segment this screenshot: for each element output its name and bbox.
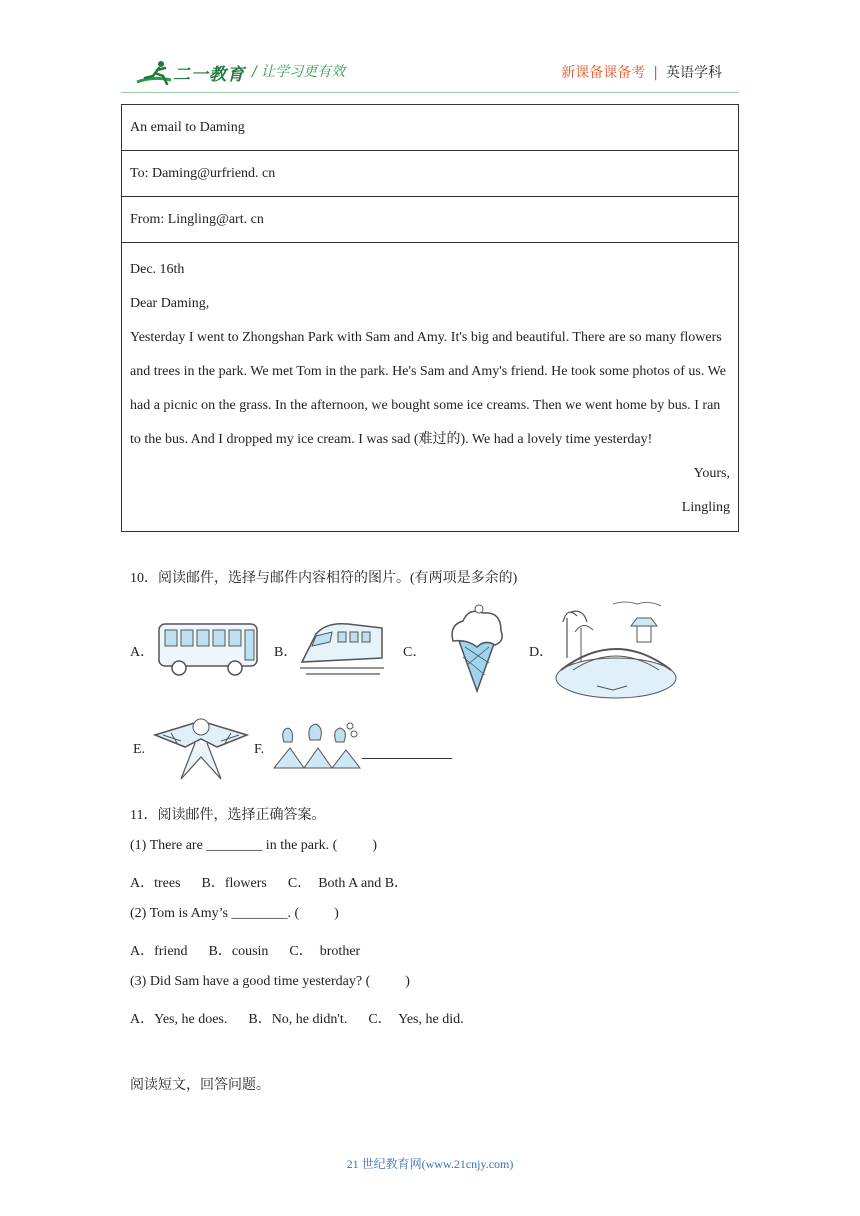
option-b-label: B． <box>274 645 298 660</box>
header-course-label: 新课备课备考 <box>561 65 646 81</box>
q10-answer-blank[interactable] <box>362 744 452 759</box>
q11-item-2-options: A．friend B．cousin C． brother <box>130 944 361 959</box>
kite-icon <box>151 713 251 783</box>
email-title: An email to Daming <box>122 105 739 151</box>
q11-stem: 11．阅读邮件，选择正确答案。 <box>130 808 326 823</box>
option-f-label: F. <box>254 742 265 757</box>
email-body-cell <box>122 243 739 532</box>
email-date: Dec. 16th <box>130 262 185 277</box>
footer-link[interactable]: 21 世纪教育网(www.21cnjy.com) <box>346 1157 514 1171</box>
flowers-icon <box>270 720 362 772</box>
train-icon <box>296 612 388 680</box>
q11-item-3-options: A．Yes, he does. B．No, he didn't. C． Yes, he did. <box>130 1012 464 1027</box>
header-separator: | <box>653 65 658 81</box>
header-right <box>561 62 722 82</box>
q11-item-3-question: (3) Did Sam have a good time yesterday? ( ) <box>130 974 410 989</box>
email-greeting: Dear Daming, <box>130 296 210 311</box>
logo-text: 二一教育 <box>173 65 245 85</box>
header-subject-label: 英语学科 <box>666 65 722 81</box>
email-body: Yesterday I went to Zhongshan Park with Sam and Amy. It's big and beautiful. There are so many flowers and trees in the park. We met Tom in the park. He's Sam and Amy's friend. He took some photos of us. We had a picnic on the grass. In the afternoon, we bought some ice creams. Then we went home by bus. I ran to the bus. And I dropped my ice cream. I was sad (难过的). We had a lovely time yesterday! <box>130 330 726 447</box>
option-a-label: A． <box>130 645 155 660</box>
park-bridge-icon <box>553 598 679 700</box>
option-e-label: E. <box>133 742 146 757</box>
q11-item-1-options: A．trees B．flowers C． Both A and B． <box>130 876 409 891</box>
ice-cream-icon <box>445 603 509 693</box>
email-table <box>121 104 739 532</box>
q10-stem: 10．阅读邮件，选择与邮件内容相符的图片。(有两项是多余的) <box>130 571 518 586</box>
slogan: / 让学习更有效 <box>252 64 346 80</box>
email-from: From: Lingling@art. cn <box>122 197 739 243</box>
q11-item-2-question: (2) Tom is Amy’s ________. ( ) <box>130 906 339 921</box>
option-d-label: D． <box>529 645 554 660</box>
email-to: To: Daming@urfriend. cn <box>122 151 739 197</box>
header-divider <box>121 92 739 93</box>
email-closing: Yours, <box>693 466 730 481</box>
q11-item-1-question: (1) There are ________ in the park. ( ) <box>130 838 377 853</box>
bus-icon <box>155 620 263 678</box>
option-c-label: C． <box>403 645 427 660</box>
next-section-heading: 阅读短文，回答问题。 <box>130 1078 270 1093</box>
email-signature: Lingling <box>681 500 730 515</box>
